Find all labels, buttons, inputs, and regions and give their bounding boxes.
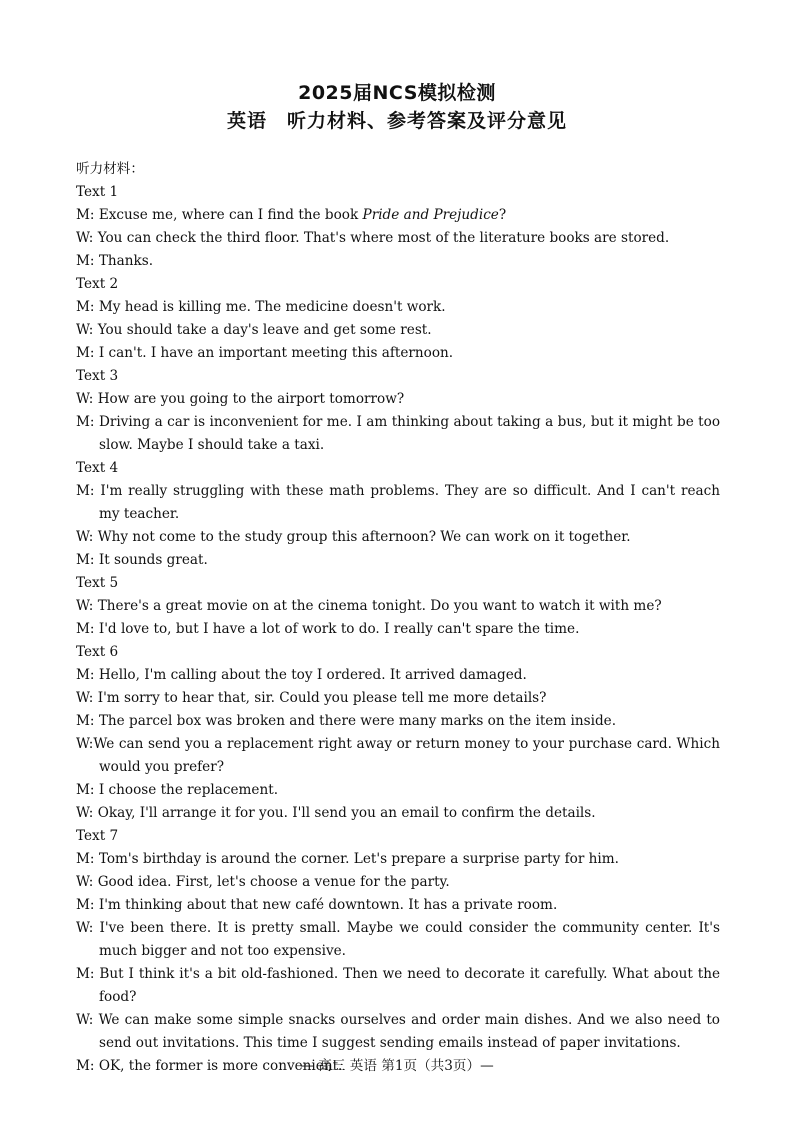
speaker-label: M: — [76, 253, 99, 269]
dialogue-line — [76, 710, 720, 733]
dialogue-line — [76, 342, 720, 365]
speaker-label: M: — [76, 299, 99, 315]
dialogue-line — [76, 618, 720, 641]
dialogue-line — [76, 664, 720, 687]
dialogue-line — [76, 319, 720, 342]
dialogue-line — [76, 963, 720, 1009]
speaker-label: M: — [76, 897, 99, 913]
speaker-label: M: — [76, 1058, 99, 1074]
utterance-text: Good idea. First, let's choose a venue for the party. — [97, 874, 450, 890]
utterance-text: Why not come to the study group this afternoon? We can work on it together. — [97, 529, 631, 545]
text-label: Text 5 — [76, 575, 119, 591]
utterance-text: We can make some simple snacks ourselves and order main dishes. And we also need to send out invitations. This time I suggest sending emails instead of paper invitations. — [98, 1012, 720, 1051]
section-label: 听力材料： — [76, 161, 144, 177]
speaker-label: M: — [76, 552, 99, 568]
utterance-text: Tom's birthday is around the corner. Let's prepare a surprise party for him. — [98, 851, 619, 867]
text-label: Text 6 — [76, 644, 119, 660]
dialogue-line — [76, 526, 720, 549]
text-label: Text 2 — [76, 276, 119, 292]
document-subtitle: 英语 听力材料、参考答案及评分意见 — [226, 110, 567, 132]
dialogue-line — [76, 595, 720, 618]
speaker-label: M: — [76, 483, 101, 499]
speaker-label: M: — [76, 713, 99, 729]
speaker-label: W: — [76, 529, 98, 545]
speaker-label: M: — [76, 966, 100, 982]
speaker-label: W: — [76, 391, 98, 407]
utterance-text: Thanks. — [98, 253, 154, 269]
utterance-text: There's a great movie on at the cinema tonight. Do you want to watch it with me? — [97, 598, 662, 614]
text-label: Text 4 — [76, 460, 119, 476]
page-footer: — 高三 英语 第1页（共3页）— — [300, 1058, 494, 1074]
speaker-label: W: — [76, 322, 98, 338]
utterance-text: It sounds great. — [98, 552, 208, 568]
speaker-label: M: — [76, 345, 99, 361]
utterance-text: I'm thinking about that new café downtown. It has a private room. — [98, 897, 558, 913]
dialogue-line — [76, 204, 720, 227]
utterance-text: I'm really struggling with these math problems. They are so difficult. And I can't reach my teacher. — [99, 483, 720, 522]
utterance-text: Okay, I'll arrange it for you. I'll send you an email to confirm the details. — [97, 805, 596, 821]
dialogue-line — [76, 411, 720, 457]
utterance-text: Excuse me, where can I find the book — [98, 207, 363, 223]
speaker-label: W: — [76, 1012, 99, 1028]
dialogue-line — [76, 802, 720, 825]
speaker-label: W: — [76, 920, 100, 936]
utterance-text: But I think it's a bit old-fashioned. Then we need to decorate it carefully. What about the food? — [99, 966, 720, 1005]
dialogue-line — [76, 871, 720, 894]
dialogue-line — [76, 779, 720, 802]
text-label: Text 7 — [76, 828, 119, 844]
utterance-text: The parcel box was broken and there were many marks on the item inside. — [98, 713, 617, 729]
speaker-label: W: — [76, 690, 98, 706]
utterance-text: I'd love to, but I have a lot of work to do. I really can't spare the time. — [98, 621, 580, 637]
utterance-text: I'm sorry to hear that, sir. Could you please tell me more details? — [97, 690, 547, 706]
dialogue-line — [76, 296, 720, 319]
punctuation: ? — [498, 207, 507, 223]
speaker-label: M: — [76, 667, 99, 683]
dialogue-line — [76, 687, 720, 710]
speaker-label: M: — [76, 851, 99, 867]
text-label: Text 3 — [76, 368, 119, 384]
speaker-label: W: — [76, 736, 94, 752]
speaker-label: M: — [76, 621, 99, 637]
book-title: Pride and Prejudice — [362, 207, 499, 223]
utterance-text: OK, the former is more convenient. — [98, 1058, 343, 1074]
listening-transcript — [76, 158, 720, 1078]
speaker-label: W: — [76, 805, 98, 821]
utterance-text: How are you going to the airport tomorrow? — [97, 391, 405, 407]
utterance-text: My head is killing me. The medicine doesn't work. — [98, 299, 446, 315]
dialogue-line — [76, 848, 720, 871]
speaker-label: W: — [76, 598, 98, 614]
dialogue-line — [76, 250, 720, 273]
dialogue-line — [76, 917, 720, 963]
dialogue-line — [76, 227, 720, 250]
speaker-label: M: — [76, 207, 99, 223]
text-label: Text 1 — [76, 184, 119, 200]
dialogue-line — [76, 733, 720, 779]
utterance-text: I can't. I have an important meeting this afternoon. — [98, 345, 454, 361]
dialogue-line — [76, 480, 720, 526]
speaker-label: W: — [76, 874, 98, 890]
utterance-text: Hello, I'm calling about the toy I ordered. It arrived damaged. — [98, 667, 527, 683]
dialogue-line — [76, 549, 720, 572]
utterance-text: You should take a day's leave and get some rest. — [97, 322, 432, 338]
speaker-label: W: — [76, 230, 98, 246]
document-title: 2025届NCS模拟检测 — [298, 82, 496, 104]
speaker-label: M: — [76, 782, 99, 798]
utterance-text: You can check the third floor. That's where most of the literature books are stored. — [97, 230, 670, 246]
dialogue-line — [76, 388, 720, 411]
utterance-text: Driving a car is inconvenient for me. I am thinking about taking a bus, but it might be too slow. Maybe I should take a taxi. — [98, 414, 720, 453]
utterance-text: I've been there. It is pretty small. Maybe we could consider the community center. It's much bigger and not too expensive. — [99, 920, 720, 959]
utterance-text: We can send you a replacement right away or return money to your purchase card. Which would you prefer? — [93, 736, 720, 775]
utterance-text: I choose the replacement. — [98, 782, 279, 798]
dialogue-line — [76, 894, 720, 917]
speaker-label: M: — [76, 414, 99, 430]
dialogue-line — [76, 1009, 720, 1055]
